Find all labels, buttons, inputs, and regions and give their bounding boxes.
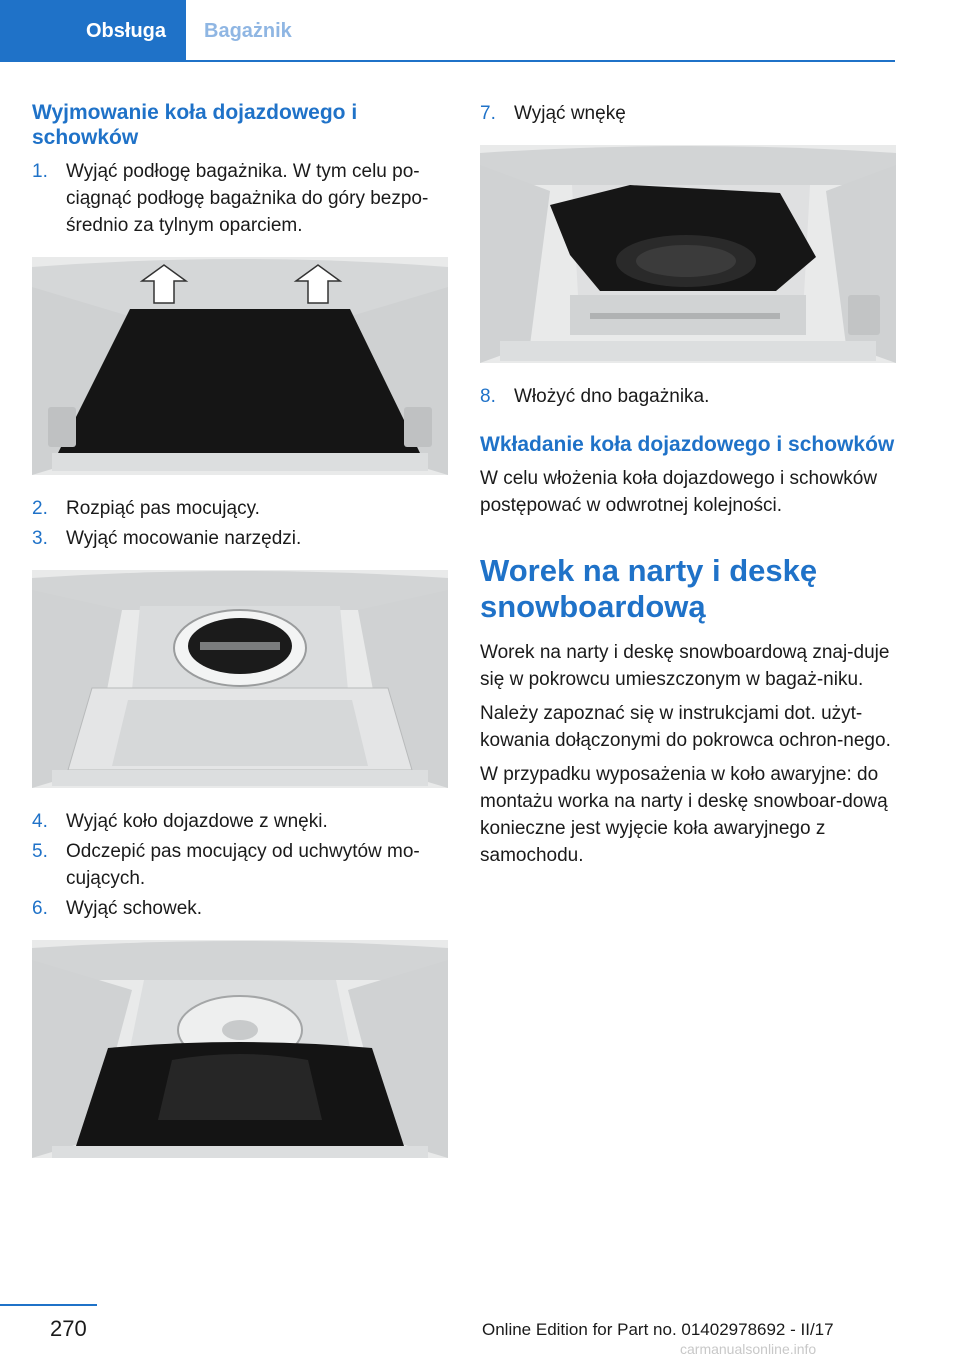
section-heading-removal: Wyjmowanie koła dojazdowego i schowków <box>32 101 358 149</box>
step-text: Wyjąć mocowanie narzędzi. <box>66 528 302 549</box>
section-heading-insertion: Wkładanie koła dojazdowego i schowków <box>480 433 895 456</box>
step-item <box>480 383 896 410</box>
left-column <box>32 100 448 1178</box>
step-item <box>32 895 448 922</box>
footer-rule <box>0 1304 97 1306</box>
trunk-floor-image <box>32 257 448 475</box>
storage-compartment-image <box>32 940 448 1158</box>
spare-wheel-well-image <box>32 570 448 788</box>
step-item <box>32 808 448 835</box>
step-item <box>480 100 896 127</box>
step-number: 2. <box>32 498 48 519</box>
header-tabs <box>0 0 310 60</box>
step-number: 8. <box>480 386 496 407</box>
step-item <box>32 838 448 892</box>
header-rule <box>0 60 895 62</box>
step-text: Odczepić pas mocujący od uchwytów mo-cujących. <box>66 841 420 889</box>
section-heading-ski-bag: Worek na narty i deskę snowboardową <box>480 553 818 624</box>
ski-bag-paragraph-3: W przypadku wyposażenia w koło awaryjne: do montażu worka na narty i deskę snowboar-dową konieczne jest wyjęcie koła awaryjnego z samochodu. <box>480 764 888 866</box>
step-number: 7. <box>480 103 496 124</box>
insertion-paragraph: W celu włożenia koła dojazdowego i schowków postępować w odwrotnej kolejności. <box>480 468 878 516</box>
well-removal-image <box>480 145 896 363</box>
step-number: 1. <box>32 161 48 182</box>
step-text: Wyjąć koło dojazdowe z wnęki. <box>66 811 328 832</box>
right-column <box>480 100 896 876</box>
step-number: 6. <box>32 898 48 919</box>
step-item <box>32 525 448 552</box>
step-number: 5. <box>32 841 48 862</box>
edition-note: Online Edition for Part no. 01402978692 - II/17 <box>482 1320 834 1339</box>
ski-bag-paragraph-1: Worek na narty i deskę snowboardową znaj-duje się w pokrowcu umieszczonym w bagaż-niku. <box>480 642 890 690</box>
tab-obsluga[interactable]: Obsługa <box>0 0 186 60</box>
watermark: carmanualsonline.info <box>680 1341 817 1357</box>
step-text: Wyjąć podłogę bagażnika. W tym celu po-ciągnąć podłogę bagażnika do góry bezpo-średnio za tylnym oparciem. <box>66 161 429 236</box>
ski-bag-paragraph-2: Należy zapoznać się w instrukcjami dot. użyt-kowania dołączonymi do pokrowca ochron-nego. <box>480 703 891 751</box>
tab-bagaznik[interactable]: Bagażnik <box>186 0 310 60</box>
step-item <box>32 495 448 522</box>
step-number: 4. <box>32 811 48 832</box>
step-text: Włożyć dno bagażnika. <box>514 386 710 407</box>
step-text: Wyjąć wnękę <box>514 103 626 124</box>
step-text: Rozpiąć pas mocujący. <box>66 498 260 519</box>
step-item <box>32 158 448 239</box>
step-text: Wyjąć schowek. <box>66 898 203 919</box>
step-number: 3. <box>32 528 48 549</box>
page-number: 270 <box>50 1316 87 1341</box>
